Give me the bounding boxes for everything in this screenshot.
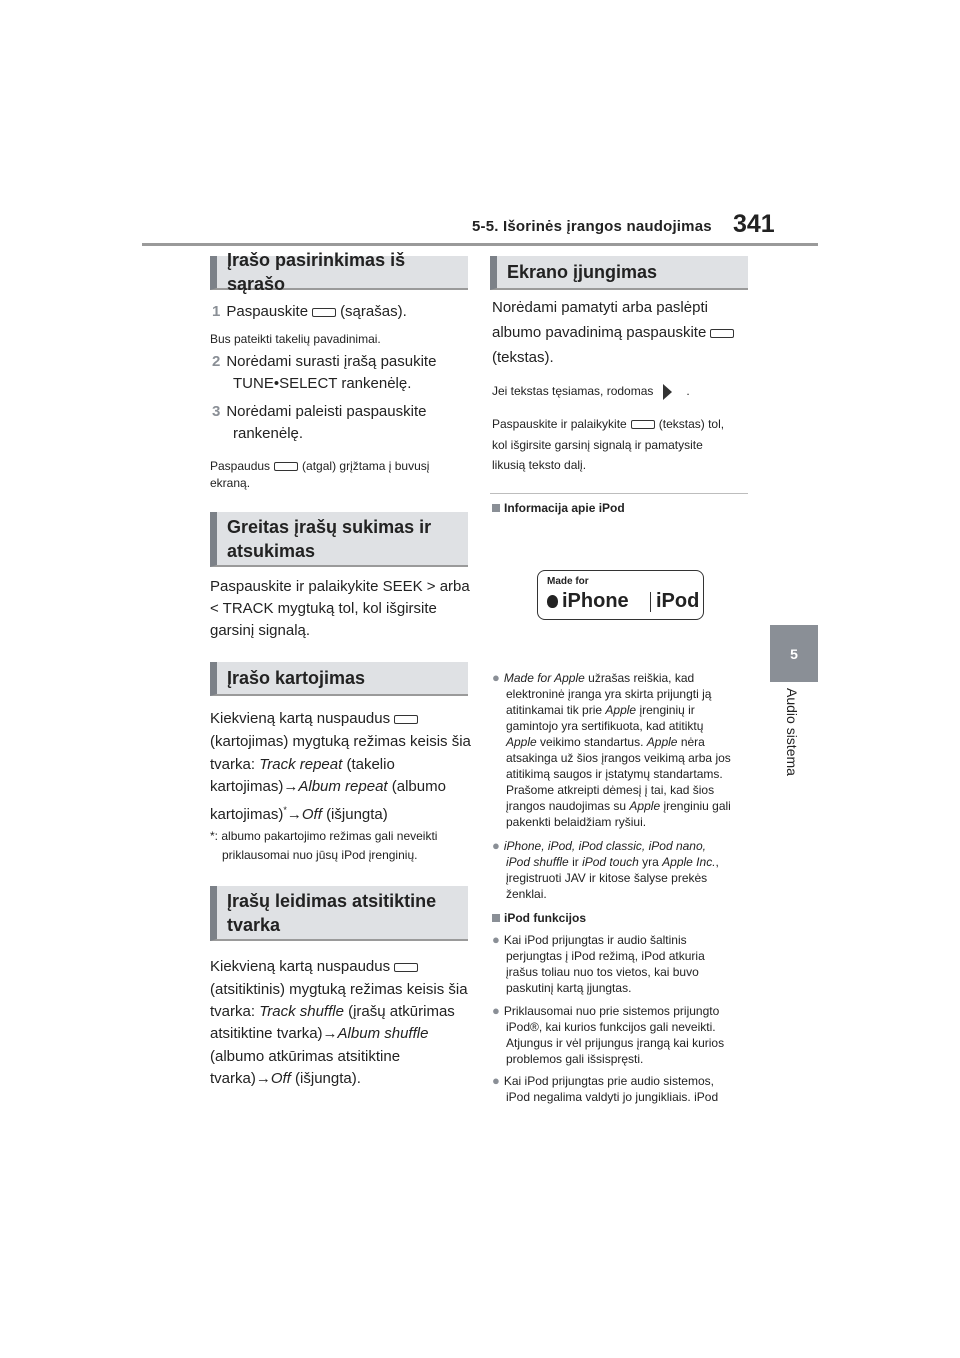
section-title-shuffle: Įrašų leidimas atsitiktine tvarka — [210, 886, 468, 941]
bullet-4-line-4: problemos gali išsispręsti. — [506, 1052, 644, 1066]
bullet-1-line-1: ● Made for Apple užrašas reiškia, kad — [492, 670, 695, 685]
bullet-2-line-1: ● iPhone, iPod, iPod classic, iPod nano, — [492, 838, 706, 853]
bullet-2-line-4: ženklai. — [506, 887, 547, 901]
section-header: 5-5. Išorinės įrangos naudojimas — [472, 218, 712, 235]
bullet-1-line-7: atitikimą saugos ir įstatymų standartams. — [506, 767, 723, 781]
shuffle-text-2: (atsitiktinis) mygtuką režimas keisis šia — [210, 981, 468, 998]
circle-bullet-icon: ● — [492, 1003, 500, 1018]
text-button-icon-2 — [631, 420, 655, 429]
repeat-button-icon — [394, 715, 418, 724]
repeat-text-5: kartojimas)*→Off (išjungta) — [210, 805, 388, 823]
bullet-1-line-2: elektroninė įranga yra skirta prijungti ją — [506, 687, 712, 701]
bullet-3-line-4: paskutinį kartą įjungtas. — [506, 981, 632, 995]
step-3: 3 Norėdami paleisti paspauskite — [212, 403, 427, 420]
page-number: 341 — [733, 210, 775, 238]
repeat-text-4: kartojimas)→Album repeat (albumo — [210, 778, 446, 795]
display-note-1: Jei tekstas tęsiamas, rodomas . — [492, 384, 690, 398]
display-text-1: Norėdami pamatyti arba paslėpti — [492, 299, 708, 316]
section-title-track-list: Įrašo pasirinkimas iš sąrašo — [210, 256, 468, 290]
step-1: 1 Paspauskite (sąrašas). — [212, 303, 407, 320]
display-text-3: (tekstas). — [492, 349, 554, 366]
bullet-1-line-3: atitinkamai tik prie Apple įrenginių ir — [506, 703, 695, 717]
section-title-display: Ekrano įjungimas — [490, 256, 748, 290]
repeat-text-3: tvarka: Track repeat (takelio — [210, 756, 395, 773]
bullet-1-line-9: įrangos naudojimas su Apple įrenginiu gali — [506, 799, 731, 813]
bullet-1-line-10: pakenkti belaidžiam ryšiui. — [506, 815, 647, 829]
functions-heading: iPod funkcijos — [492, 910, 586, 926]
divider — [490, 493, 748, 494]
note-back-cont: ekraną. — [210, 476, 251, 490]
bullet-4-line-1: ● Priklausomai nuo prie sistemos prijungto — [492, 1003, 720, 1018]
list-button-icon — [312, 308, 336, 317]
seek-text-1: Paspauskite ir palaikykite SEEK > arba — [210, 578, 470, 595]
info-heading: Informacija apie iPod — [492, 500, 625, 516]
bullet-4-line-2: iPod®, kai kurios funkcijos gali neveikti. — [506, 1020, 716, 1034]
bullet-5-line-2: iPod negalima valdyti jo jungikliais. iPod — [506, 1090, 719, 1104]
bullet-2-line-2: iPod shuffle ir iPod touch yra Apple Inc., — [506, 855, 719, 869]
chapter-number: 5 — [790, 645, 798, 662]
section-title-repeat: Įrašo kartojimas — [210, 662, 468, 696]
circle-bullet-icon: ● — [492, 670, 500, 685]
bullet-5-line-1: ● Kai iPod prijungtas prie audio sistemos, — [492, 1073, 714, 1088]
chapter-label: Audio sistema — [784, 688, 800, 776]
circle-bullet-icon: ● — [492, 838, 500, 853]
bullet-1-line-6: atsakinga už šios įrangos veikimą arba jos — [506, 751, 731, 765]
shuffle-button-icon — [394, 963, 418, 972]
shuffle-text-4: atsitiktine tvarka)→Album shuffle — [210, 1025, 429, 1042]
shuffle-text-1: Kiekvieną kartą nuspaudus — [210, 956, 422, 978]
display-note-4: likusią teksto dalį. — [492, 458, 587, 472]
bullet-1-line-5: Apple veikimo standartus. Apple nėra — [506, 735, 705, 749]
repeat-text-2: (kartojimas) mygtuką režimas keisis šia — [210, 733, 471, 750]
bullet-3-line-3: įrašus toliau nuo tos vietos, kai buvo — [506, 965, 699, 979]
header-rule — [142, 243, 818, 246]
repeat-footnote-cont: priklausomai nuo jūsų iPod įrenginių. — [222, 848, 418, 862]
note-track-names: Bus pateikti takelių pavadinimai. — [210, 332, 381, 346]
note-back: Paspaudus (atgal) grįžtama į buvusį — [210, 459, 430, 473]
repeat-footnote: *: albumo pakartojimo režimas gali neveikti — [210, 829, 438, 843]
display-note-3: kol išgirsite garsinį signalą ir pamatysite — [492, 438, 703, 452]
text-button-icon — [710, 329, 734, 338]
shuffle-text-5: (albumo atkūrimas atsitiktine — [210, 1048, 401, 1065]
shuffle-text-3: tvarka: Track shuffle (įrašų atkūrimas — [210, 1003, 455, 1020]
seek-text-3: garsinį signalą. — [210, 622, 311, 639]
circle-bullet-icon: ● — [492, 932, 500, 947]
chapter-tab — [770, 625, 818, 682]
shuffle-text-6: tvarka)→Off (išjungta). — [210, 1070, 361, 1087]
bullet-3-line-2: perjungtas į iPod režimą, iPod atkuria — [506, 949, 705, 963]
circle-bullet-icon: ● — [492, 1073, 500, 1088]
bullet-1-line-8: Prašome atkreipti dėmesį į tai, kad šios — [506, 783, 715, 797]
continue-arrow-icon — [663, 384, 672, 400]
step-2-cont: TUNE•SELECT rankenėlę. — [233, 375, 412, 392]
repeat-text-1: Kiekvieną kartą nuspaudus — [210, 708, 422, 730]
display-text-2: albumo pavadinimą paspauskite — [492, 322, 738, 344]
bullet-3-line-1: ● Kai iPod prijungtas ir audio šaltinis — [492, 932, 687, 947]
made-for-iphone-ipod-logo: Made for iPhone iPod — [537, 570, 704, 620]
apple-icon — [547, 595, 558, 608]
back-button-icon — [274, 462, 298, 471]
bullet-1-line-4: gamintojo yra sertifikuota, kad atitiktų — [506, 719, 704, 733]
display-note-2: Paspauskite ir palaikykite (tekstas) tol, — [492, 417, 725, 431]
bullet-2-line-3: įregistruoti JAV ir kitose šalyse prekės — [506, 871, 708, 885]
section-title-seek: Greitas įrašų sukimas ir atsukimas — [210, 512, 468, 567]
square-bullet-icon — [492, 914, 500, 922]
step-2: 2 Norėdami surasti įrašą pasukite — [212, 353, 437, 370]
seek-text-2: < TRACK mygtuką tol, kol išgirsite — [210, 600, 437, 617]
step-3-cont: rankenėlę. — [233, 425, 304, 442]
square-bullet-icon — [492, 504, 500, 512]
bullet-4-line-3: Atjungus ir vėl prijungus įrangą kai kurios — [506, 1036, 725, 1050]
